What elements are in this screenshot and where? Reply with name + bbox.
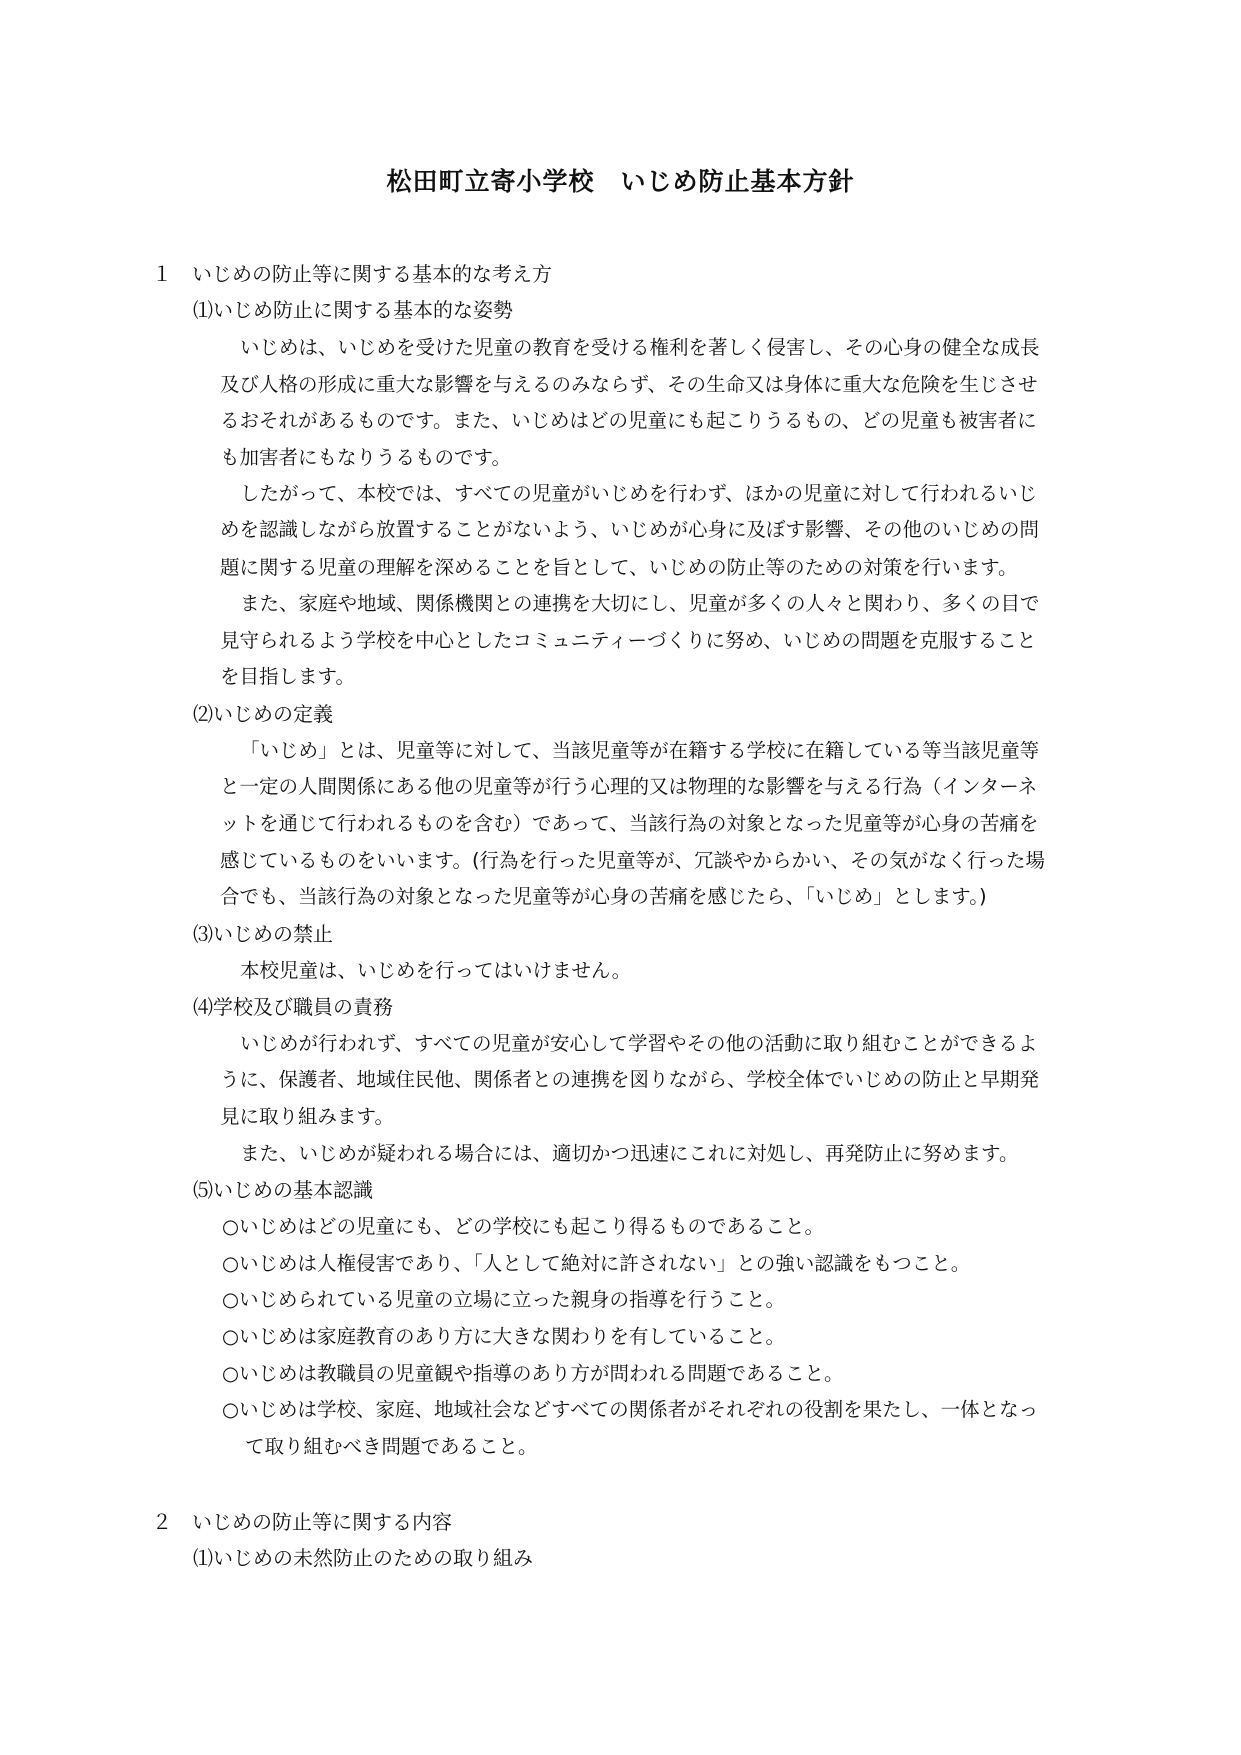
paragraph-line: うに、保護者、地域住民他、関係者との連携を図りながら、学校全体でいじめの防止と早期発 [220, 1068, 1040, 1091]
list-item: ○いじめられている児童の立場に立った親身の指導を行うこと。 [222, 1288, 786, 1311]
paragraph-line: したがって、本校では、すべての児童がいじめを行わず、ほかの児童に対して行われるいじ [240, 482, 1038, 505]
paragraph-line: 「いじめ」とは、児童等に対して、当該児童等が在籍する学校に在籍している等当該児童等 [240, 739, 1040, 762]
paragraph-line: と一定の人間関係にある他の児童等が行う心理的又は物理的な影響を与える行為（インターネ [220, 775, 1038, 798]
paragraph-line: めを認識しながら放置することがないよう、いじめが心身に及ぼす影響、その他のいじめの問 [220, 518, 1040, 541]
paragraph-line: 見に取り組みます。 [220, 1105, 394, 1128]
list-item-continuation: て取り組むべき問題であること。 [245, 1435, 538, 1458]
paragraph-line: 合でも、当該行為の対象となった児童等が心身の苦痛を感じたら、「いじめ」とします。) [220, 885, 987, 908]
list-item: ○いじめは人権侵害であり、「人として絶対に許されない」との強い認識をもつこと。 [222, 1252, 971, 1275]
section-1-heading: １ いじめの防止等に関する基本的な考え方 [152, 262, 552, 286]
subsection-1-3-heading: ⑶いじめの禁止 [193, 922, 333, 946]
paragraph-line: 題に関する児童の理解を深めることを旨として、いじめの防止等のための対策を行います。 [220, 556, 1018, 579]
paragraph-line: ットを通じて行われるものを含む）であって、当該行為の対象となった児童等が心身の苦痛を [220, 812, 1039, 835]
list-item: ○いじめは教職員の児童観や指導のあり方が問われる問題であること。 [222, 1362, 844, 1385]
paragraph-line: 本校児童は、いじめを行ってはいけません。 [240, 959, 632, 982]
subsection-2-1-heading: ⑴いじめの未然防止のための取り組み [193, 1546, 533, 1570]
subsection-1-1-heading: ⑴いじめ防止に関する基本的な姿勢 [193, 298, 513, 322]
list-item: ○いじめはどの児童にも、どの学校にも起こり得るものであること。 [222, 1215, 825, 1238]
section-2-heading: ２ いじめの防止等に関する内容 [152, 1510, 452, 1534]
paragraph-line: 感じているものをいいます。(行為を行った児童等が、冗談やからかい、その気がなく行った場 [220, 849, 1046, 872]
subsection-1-2-heading: ⑵いじめの定義 [193, 702, 333, 726]
paragraph-line: いじめが行われず、すべての児童が安心して学習やその他の活動に取り組むことができるよ [240, 1032, 1038, 1055]
paragraph-line: も加害者にもなりうるものです。 [220, 446, 511, 469]
paragraph-line: を目指します。 [220, 665, 355, 688]
paragraph-line: 及び人格の形成に重大な影響を与えるのみならず、その生命又は身体に重大な危険を生じさせ [220, 373, 1038, 396]
list-item: ○いじめは学校、家庭、地域社会などすべての関係者がそれぞれの役割を果たし、一体となっ [222, 1398, 1039, 1421]
paragraph-line: いじめは、いじめを受けた児童の教育を受ける権利を著しく侵害し、その心身の健全な成長 [240, 336, 1040, 359]
paragraph-line: 見守られるよう学校を中心としたコミュニティーづくりに努め、いじめの問題を克服すること [220, 629, 1037, 652]
paragraph-line: また、家庭や地域、関係機関との連携を大切にし、児童が多くの人々と関わり、多くの目で [240, 592, 1040, 615]
subsection-1-4-heading: ⑷学校及び職員の責務 [193, 995, 393, 1019]
paragraph-line: るおそれがあるものです。また、いじめはどの児童にも起こりうるもの、どの児童も被害者に [220, 409, 1037, 432]
page-title: 松田町立寄小学校 いじめ防止基本方針 [386, 167, 855, 196]
paragraph-line: また、いじめが疑われる場合には、適切かつ迅速にこれに対処し、再発防止に努めます。 [240, 1142, 1019, 1165]
subsection-1-5-heading: ⑸いじめの基本認識 [193, 1178, 373, 1202]
list-item: ○いじめは家庭教育のあり方に大きな関わりを有していること。 [222, 1325, 786, 1348]
